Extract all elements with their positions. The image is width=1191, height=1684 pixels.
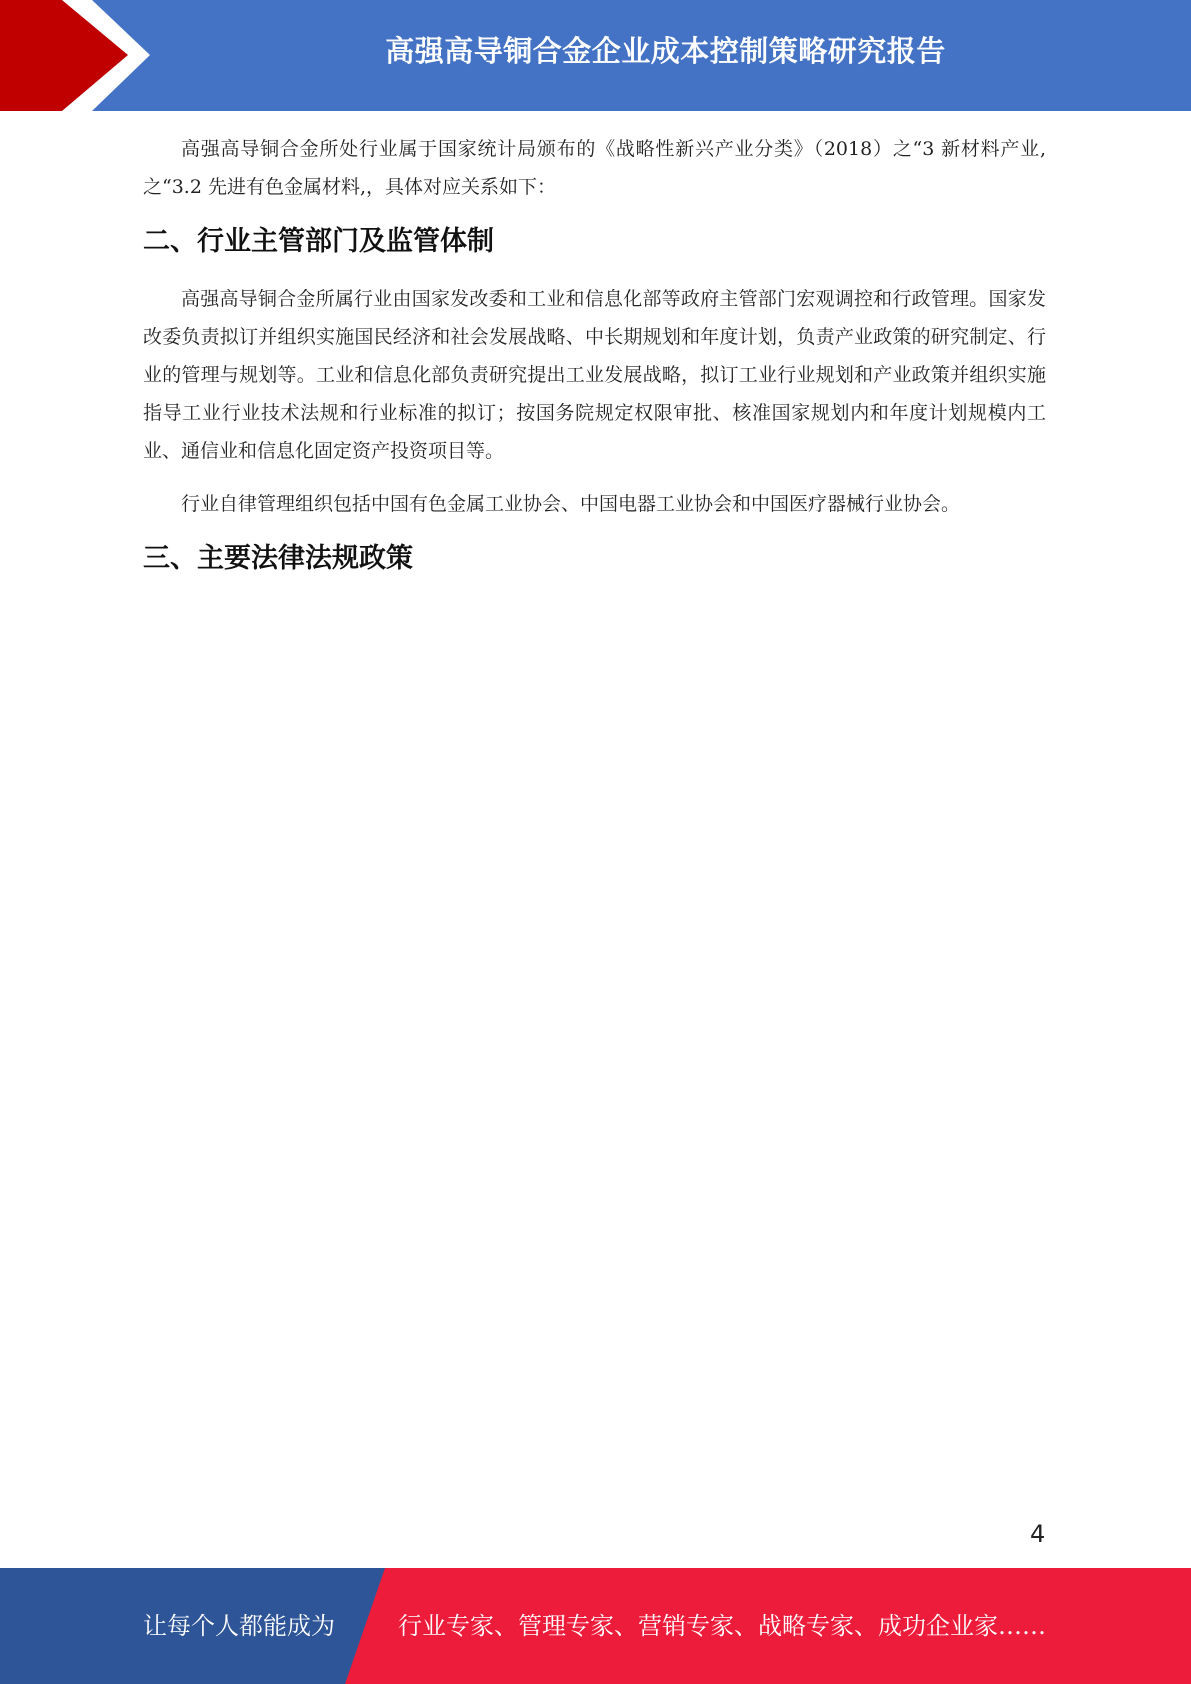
page-number: 4 (1030, 1520, 1046, 1548)
intro-paragraph: 高强高导铜合金所处行业属于国家统计局颁布的《战略性新兴产业分类》（2018）之“3 新材料产业,之“3.2 先进有色金属材料,，具体对应关系如下： (143, 138, 1046, 198)
report-title: 高强高导铜合金企业成本控制策略研究报告 (385, 34, 946, 68)
page-footer-banner (0, 1568, 1191, 1684)
paragraph-associations: 行业自律管理组织包括中国有色金属工业协会、中国电器工业协会和中国医疗器械行业协会。 (181, 493, 961, 515)
paragraph-regulators: 高强高导铜合金所属行业由国家发改委和工业和信息化部等政府主管部门宏观调控和行政管理。国家发改委负责拟订并组织实施国民经济和社会发展战略、中长期规划和年度计划，负责产业政策的研究制定、行业的管理与规划等。工业和信息化部负责研究提出工业发展战略，拟订工业行业规划和产业政策并组织实施指导工业行业技术法规和行业标准的拟订；按国务院规定权限审批、核准国家规划内和年度计划规模内工业、通信业和信息化固定资产投资项目等。 (143, 288, 1046, 462)
page-header-banner (0, 0, 1191, 111)
document-body (143, 130, 1046, 579)
section-heading-laws: 三、主要法律法规政策 (143, 543, 413, 574)
section-heading-regulatory: 二、行业主管部门及监管体制 (143, 226, 494, 257)
footer-slogan-right: 行业专家、管理专家、营销专家、战略专家、成功企业家…… (398, 1612, 1046, 1640)
footer-slogan-left: 让每个人都能成为 (143, 1612, 335, 1640)
